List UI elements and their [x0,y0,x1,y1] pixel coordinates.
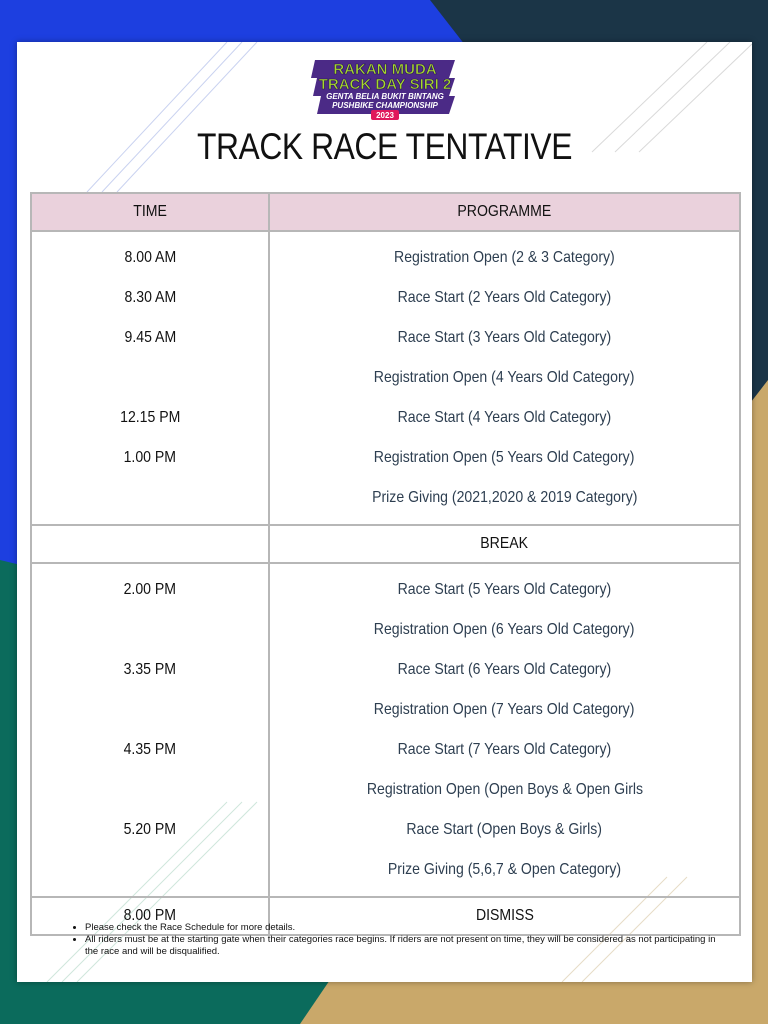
programme-cell: Prize Giving (2021,2020 & 2019 Category) [269,478,740,525]
programme-cell: Registration Open (Open Boys & Open Girls [269,770,740,810]
programme-cell: Race Start (6 Years Old Category) [269,650,740,690]
table-row [31,398,740,438]
programme-cell: Registration Open (7 Years Old Category) [269,690,740,730]
notes-section [57,922,729,958]
time-cell: 5.20 PM [31,810,269,850]
time-cell [31,770,269,810]
time-cell: 8.00 AM [31,231,269,278]
break-cell: BREAK [269,525,740,563]
programme-cell: Prize Giving (5,6,7 & Open Category) [269,850,740,897]
time-cell: 1.00 PM [31,438,269,478]
programme-cell: Registration Open (6 Years Old Category) [269,610,740,650]
time-cell: 2.00 PM [31,563,269,610]
time-cell [31,850,269,897]
programme-cell: Race Start (2 Years Old Category) [269,278,740,318]
time-cell [31,478,269,525]
table-row [31,438,740,478]
logo-year: 2023 [376,111,394,120]
programme-cell: Race Start (Open Boys & Girls) [269,810,740,850]
table-row [31,730,740,770]
note-item: • All riders must be at the starting gate when their categories race begins. If riders are not present on time, they will be considered as not participating in the race and will be disqualified. [85,934,729,958]
time-cell: 8.30 AM [31,278,269,318]
event-logo [309,58,461,122]
time-cell: 3.35 PM [31,650,269,690]
schedule-table [30,192,741,936]
table-row [31,850,740,897]
table-header-row [31,193,740,231]
note-item: • Please check the Race Schedule for more details. [85,922,729,934]
programme-cell: Registration Open (5 Years Old Category) [269,438,740,478]
logo-line4: PUSHBIKE CHAMPIONSHIP [332,101,438,110]
table-row [31,231,740,278]
logo-line2: TRACK DAY SIRI 2 [318,76,452,93]
table-row [31,770,740,810]
programme-cell: Race Start (7 Years Old Category) [269,730,740,770]
header-time: TIME [31,193,269,231]
time-cell: 8.00 PM [31,897,269,935]
table-row [31,690,740,730]
programme-cell: Race Start (3 Years Old Category) [269,318,740,358]
table-row [31,278,740,318]
logo-line1: RAKAN MUDA [333,61,437,78]
table-row [31,610,740,650]
table-row [31,563,740,610]
table-row [31,478,740,525]
time-cell: 4.35 PM [31,730,269,770]
table-row [31,810,740,850]
break-row [31,525,740,563]
time-cell [31,690,269,730]
time-cell [31,358,269,398]
table-row [31,650,740,690]
time-cell: 9.45 AM [31,318,269,358]
programme-cell: Registration Open (2 & 3 Category) [269,231,740,278]
time-cell [31,525,269,563]
dismiss-cell: DISMISS [269,897,740,935]
time-cell [31,610,269,650]
header-programme: PROGRAMME [269,193,740,231]
page-title: TRACK RACE TENTATIVE [196,126,573,167]
time-cell: 12.15 PM [31,398,269,438]
tentative-sheet [17,42,752,982]
programme-cell: Race Start (5 Years Old Category) [269,563,740,610]
logo-line3: GENTA BELIA BUKIT BINTANG [326,92,444,101]
programme-cell: Registration Open (4 Years Old Category) [269,358,740,398]
table-row [31,318,740,358]
programme-cell: Race Start (4 Years Old Category) [269,398,740,438]
table-row [31,358,740,398]
